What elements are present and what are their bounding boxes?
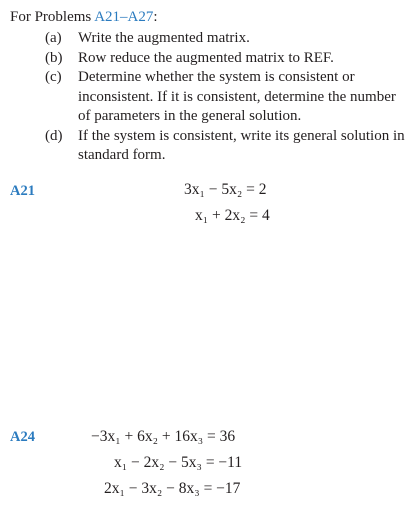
intro-prefix: For Problems	[10, 9, 95, 25]
problem-label-a24: A24	[10, 429, 35, 445]
instruction-label: (b)	[45, 49, 63, 66]
equation-a24-3: 2x₁ − 3x₂ − 8x₃ = −17	[104, 480, 241, 497]
instruction-list	[45, 29, 405, 166]
equation-a21-1: 3x₁ − 5x₂ = 2	[184, 181, 267, 198]
instruction-label: (d)	[45, 127, 63, 144]
problem-range-link[interactable]: A21–A27	[94, 9, 154, 25]
equation-a24-1: −3x₁ + 6x₂ + 16x₃ = 36	[91, 428, 236, 445]
instruction-item-d	[45, 127, 405, 166]
intro-suffix: :	[153, 9, 158, 25]
instruction-item-c	[45, 68, 405, 127]
equation-a24-2: x₁ − 2x₂ − 5x₃ = −11	[114, 454, 243, 471]
instruction-item-b	[45, 49, 405, 69]
instruction-label: (a)	[45, 30, 62, 46]
problem-label-a21: A21	[10, 183, 35, 199]
instruction-text: Determine whether the system is consistent or inconsistent. If it is consistent, determine the number of parameters in the general solution.	[78, 69, 396, 124]
instruction-text: Write the augmented matrix.	[78, 30, 250, 46]
instruction-text: Row reduce the augmented matrix to REF.	[78, 49, 334, 66]
instruction-text: If the system is consistent, write its general solution in standard form.	[78, 127, 405, 163]
instruction-label: (c)	[45, 69, 62, 85]
intro-line	[10, 8, 158, 27]
instruction-item-a	[45, 29, 405, 49]
equation-a21-2: x₁ + 2x₂ = 4	[195, 207, 270, 224]
